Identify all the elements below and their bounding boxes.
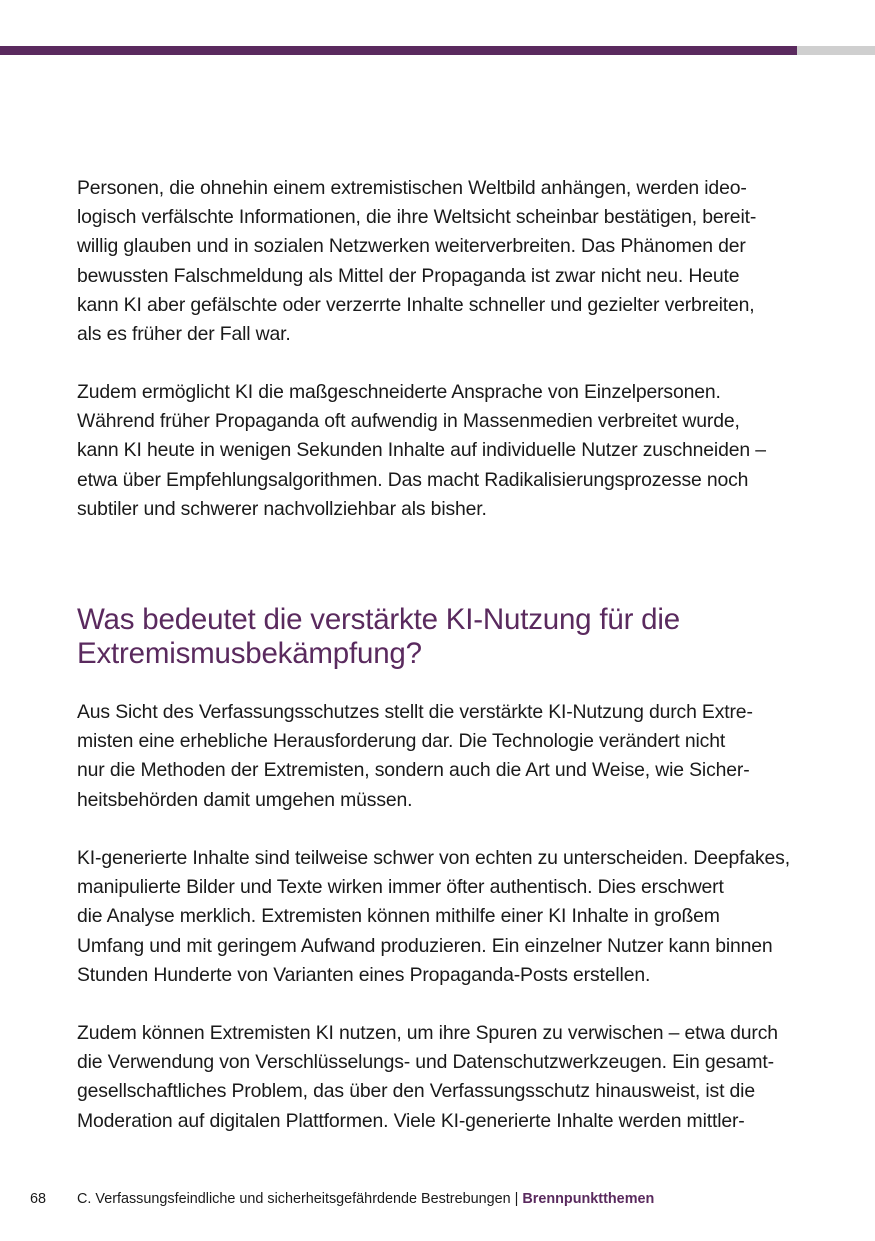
header-rule-grey [797,46,875,55]
text-line: Während früher Propaganda oft aufwendig in Massenmedien verbreitet wurde, [77,410,740,433]
text-line: willig glauben und in sozialen Netzwerken weiterverbreiten. Das Phänomen der [77,235,746,258]
paragraph-intro-2 [77,378,801,524]
text-line: KI-generierte Inhalte sind teilweise schwer von echten zu unterscheiden. Deepfakes, [77,847,790,869]
text-line: Moderation auf digitalen Plattformen. Viele KI-generierte Inhalte werden mittler- [77,1109,745,1132]
text-line: logisch verfälschte Informationen, die ihre Weltsicht scheinbar bestätigen, bereit- [77,206,757,229]
text-line: etwa über Empfehlungsalgorithmen. Das macht Radikalisierungsprozesse noch [77,468,749,491]
text-line: die Verwendung von Verschlüsselungs- und Datenschutzwerkzeugen. Ein gesamt- [77,1051,774,1074]
text-line: manipulierte Bilder und Texte wirken immer öfter authentisch. Dies erschwert [77,876,724,899]
text-line: Personen, die ohnehin einem extremistischen Weltbild anhängen, werden ideo- [77,177,747,199]
paragraph-section-1 [77,698,801,815]
text-line: kann KI heute in wenigen Sekunden Inhalte auf individuelle Nutzer zuschneiden – [77,439,766,462]
text-line: Zudem können Extremisten KI nutzen, um ihre Spuren zu verwischen – etwa durch [77,1022,778,1044]
heading-line: Extremismusbekämpfung? [77,636,422,670]
text-line: misten eine erhebliche Herausforderung dar. Die Technologie verändert nicht [77,730,726,753]
text-line: kann KI aber gefälschte oder verzerrte Inhalte schneller und gezielter verbreiten, [77,293,755,316]
text-line: Stunden Hunderte von Varianten eines Propaganda-Posts erstellen. [77,963,651,986]
paragraph-intro-1 [77,174,801,349]
text-line: Aus Sicht des Verfassungsschutzes stellt die verstärkte KI-Nutzung durch Extre- [77,701,753,723]
paragraph-section-3 [77,1019,801,1136]
section-heading [77,603,801,670]
page-number: 68 [30,1191,47,1207]
text-line: bewussten Falschmeldung als Mittel der Propaganda ist zwar nicht neu. Heute [77,264,740,287]
text-line: als es früher der Fall war. [77,323,291,346]
text-line: heitsbehörden damit umgehen müssen. [77,788,413,811]
footer-chapter: C. Verfassungsfeindliche und sicherheitsgefährdende Bestrebungen [77,1191,511,1207]
footer-separator: | [514,1191,519,1207]
text-line: nur die Methoden der Extremisten, sondern auch die Art und Weise, wie Sicher- [77,759,750,782]
heading-line: Was bedeutet die verstärkte KI-Nutzung für die [77,603,680,636]
text-line: die Analyse merklich. Extremisten können mithilfe einer KI Inhalte in großem [77,905,720,928]
text-line: gesellschaftliches Problem, das über den Verfassungsschutz hinausweist, ist die [77,1080,755,1103]
text-line: Umfang und mit geringem Aufwand produzieren. Ein einzelner Nutzer kann binnen [77,934,773,957]
footer-running-title [77,1190,654,1208]
paragraph-section-2 [77,844,801,990]
text-line: subtiler und schwerer nachvollziehbar als bisher. [77,497,487,520]
footer-section: Brennpunktthemen [522,1191,655,1207]
header-rule-accent [0,46,797,55]
text-line: Zudem ermöglicht KI die maßgeschneiderte Ansprache von Einzelpersonen. [77,381,721,403]
